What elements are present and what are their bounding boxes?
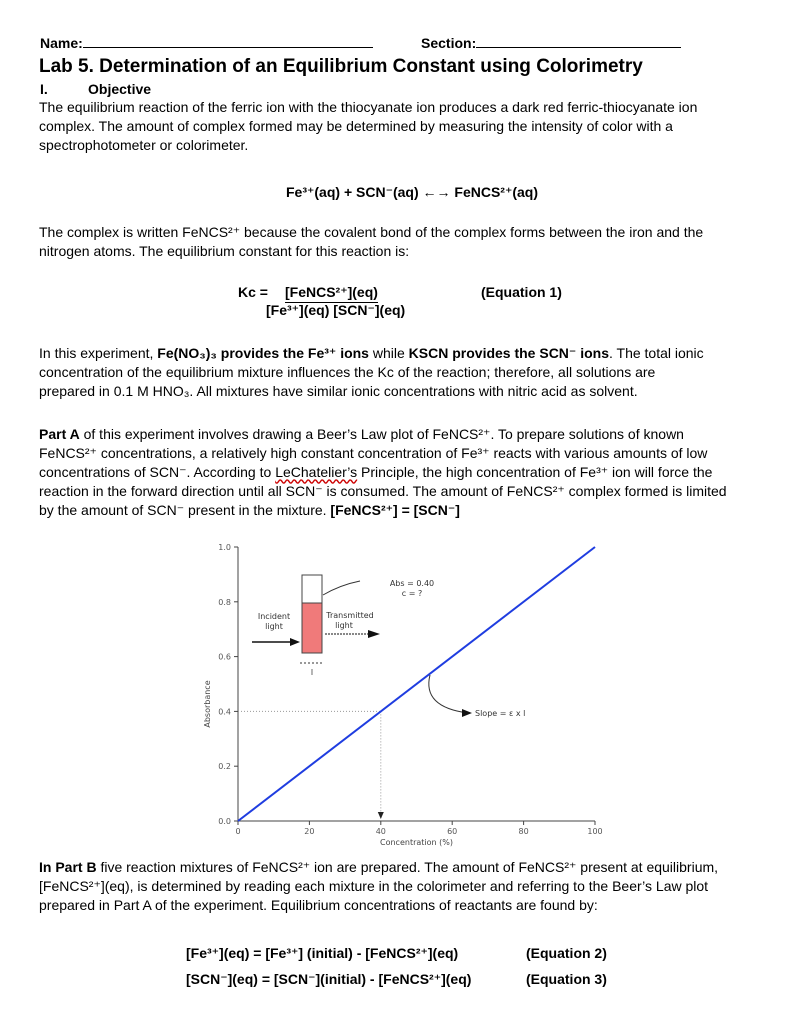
slope-arrow-icon	[462, 709, 472, 717]
path-length-label: l	[310, 668, 314, 677]
x-tick-label: 60	[447, 827, 458, 836]
intro-paragraph: The equilibrium reaction of the ferric ion with the thiocyanate ion produces a dark red ferric-thiocyanate ion complex. The amount of complex formed may be determined by measuring the intensity of color with a spectrophotometer or colorimeter.	[39, 99, 698, 153]
reagents-paragraph: In this experiment, Fe(NO₃)₃ provides the Fe³⁺ ions while KSCN provides the SCN⁻ ions. The total ionic concentration of the equilibrium mixture influences the Kc of the reaction; therefore, all solutions are prepared in 0.1 M HNO₃. All mixtures have similar ionic concentrations with nitric acid as solvent.	[39, 345, 704, 399]
abs-pointer	[323, 581, 360, 595]
section-label: Section:	[421, 34, 681, 53]
kc-lhs: Kc =	[238, 284, 268, 300]
incident-arrow-icon	[290, 638, 300, 646]
x-tick-label: 0	[235, 827, 241, 836]
y-tick-label: 0.4	[218, 707, 231, 717]
conc-arrow-icon	[378, 812, 384, 819]
x-tick-label: 20	[304, 827, 315, 836]
cuvette-empty	[302, 575, 322, 603]
transmitted-label: Transmitted	[326, 611, 374, 620]
y-tick-label: 1.0	[218, 543, 231, 552]
complex-paragraph: The complex is written FeNCS²⁺ because the covalent bond of the complex forms between the iron and the nitrogen atoms. The equilibrium constant for this reaction is:	[39, 224, 704, 259]
incident-label: Incident	[257, 612, 291, 621]
x-tick-label: 40	[375, 827, 386, 836]
abs-annotation: Abs = 0.40	[389, 579, 435, 588]
equation-3: [SCN⁻](eq) = [SCN⁻](initial) - [FeNCS²⁺](eq)	[186, 971, 472, 987]
kc-numerator: [FeNCS²⁺](eq)	[285, 283, 378, 303]
part-a-paragraph: Part A of this experiment involves drawing a Beer’s Law plot of FeNCS²⁺. To prepare solutions of known FeNCS²⁺ concentrations, a relatively high constant concentration of Fe³⁺ reacts with various amounts of low concentrations of SCN⁻. According to LeChatelier’s Principle, the high concentration of Fe³⁺ ion will force the reaction in the forward direction until all SCN⁻ is consumed. The amount of FeNCS²⁺ complex formed is limited by the amount of SCN⁻ present in the mixture. [FeNCS²⁺] = [SCN⁻]	[39, 426, 727, 518]
reaction-equation: Fe³⁺(aq) + SCN⁻(aq) ←→ FeNCS²⁺(aq)	[286, 184, 539, 200]
equation-2: [Fe³⁺](eq) = [Fe³⁺] (initial) - [FeNCS²⁺](eq)	[186, 945, 459, 961]
kc-denominator: [Fe³⁺](eq) [SCN⁻](eq)	[266, 302, 406, 318]
incident-label-2: light	[265, 622, 283, 631]
section-field[interactable]	[476, 35, 681, 48]
equation-1-label: (Equation 1)	[481, 284, 562, 300]
slope-annotation: Slope = ε x l	[475, 709, 526, 718]
slope-pointer	[429, 675, 468, 713]
conc-annotation: c = ?	[401, 589, 423, 598]
name-label: Name:	[40, 34, 373, 53]
transmitted-label-2: light	[335, 621, 353, 630]
objective-heading: I. Objective	[40, 81, 152, 97]
name-field[interactable]	[83, 35, 373, 48]
cuvette-solution	[302, 603, 322, 653]
x-tick-label: 100	[587, 827, 603, 836]
y-tick-label: 0.8	[218, 597, 231, 607]
part-b-paragraph: In Part B five reaction mixtures of FeNCS²⁺ ion are prepared. The amount of FeNCS²⁺ present at equilibrium, [FeNCS²⁺](eq), is determined by reading each mixture in the colorimeter and referring to the Beer’s Law plot prepared in Part A of the experiment. Equilibrium concentrations of reactants are found by:	[39, 859, 719, 913]
y-tick-label: 0.0	[218, 817, 231, 826]
y-tick-label: 0.6	[218, 652, 231, 662]
transmitted-arrow-icon	[368, 630, 380, 638]
x-axis-label: Concentration (%)	[380, 838, 453, 847]
equation-2-label: (Equation 2)	[526, 945, 607, 961]
chart-marks	[238, 547, 595, 821]
y-tick-label: 0.2	[218, 762, 231, 772]
page-title: Lab 5. Determination of an Equilibrium Constant using Colorimetry	[39, 56, 643, 77]
x-tick-label: 80	[518, 827, 529, 836]
equation-3-label: (Equation 3)	[526, 971, 607, 987]
beers-law-chart	[190, 535, 610, 855]
y-axis-label: Absorbance	[203, 680, 212, 728]
